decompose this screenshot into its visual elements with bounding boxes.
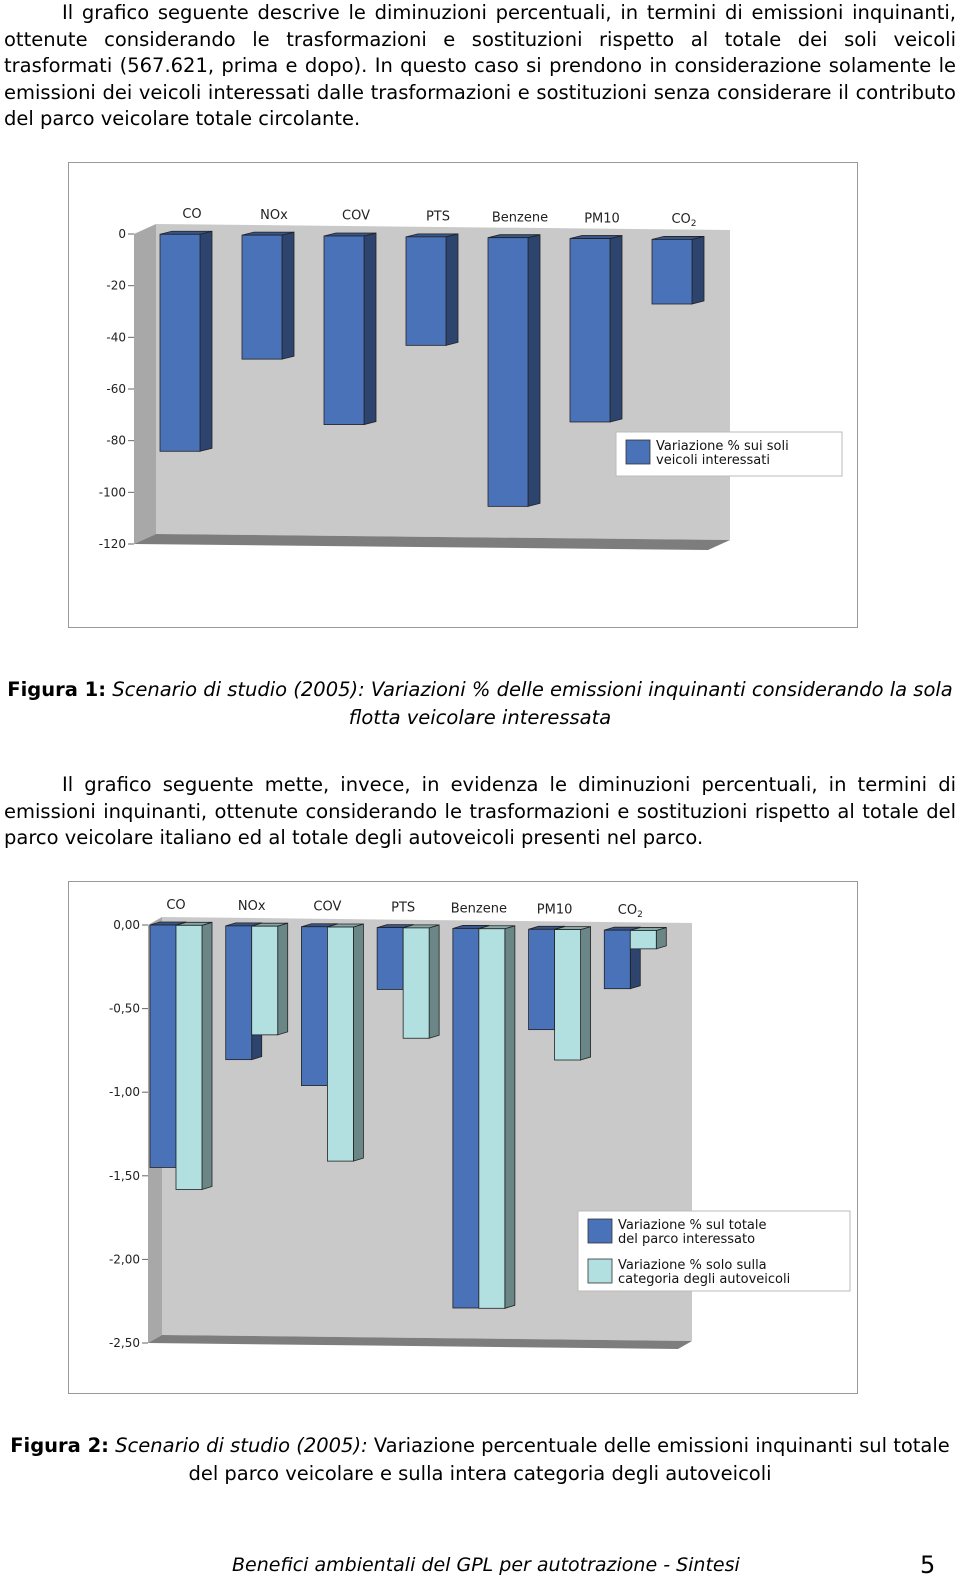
figure-2-caption: [0, 1432, 960, 1488]
bar-front: [570, 239, 610, 422]
figure-1-caption: [0, 676, 960, 732]
category-label-nox: NOx: [260, 207, 288, 223]
category-label-nox: NOx: [237, 898, 266, 914]
y-tick-label: 0,00: [113, 918, 140, 932]
bar-side: [200, 231, 212, 451]
bar-front: [652, 239, 692, 304]
bar-benzene-series-1: [488, 235, 540, 507]
bar-side: [429, 925, 439, 1038]
bar-front: [453, 928, 479, 1308]
category-label-cov: COV: [342, 208, 370, 224]
category-label-cov: COV: [313, 899, 342, 915]
y-tick-label: -2,00: [108, 1252, 140, 1267]
chart-legend: [616, 432, 842, 476]
legend-swatch-2: [588, 1259, 612, 1283]
chart-side-wall: [134, 224, 156, 544]
bar-side: [656, 927, 666, 948]
legend-swatch-1: [626, 440, 650, 464]
figure-1-text: Scenario di studio (2005): Variazioni % delle emissioni inquinanti considerando la sola flotta veicolare interessata: [112, 678, 953, 729]
category-label-co: CO: [166, 898, 186, 913]
bar-front: [150, 925, 176, 1167]
footer-title: Benefici ambientali del GPL per autotrazione - Sintesi: [232, 1554, 740, 1576]
y-tick-label: -60: [106, 382, 126, 396]
y-tick-label: -120: [98, 537, 126, 551]
bar-front: [479, 929, 505, 1309]
bar-front: [301, 927, 327, 1086]
bar-side: [581, 927, 591, 1060]
bar-side: [282, 232, 294, 359]
category-label-co2: $CO_2$: [617, 903, 643, 921]
category-label-co: CO: [182, 207, 202, 222]
bar-pts-series-2: [403, 925, 439, 1038]
figure-2-italic: Scenario di studio (2005):: [115, 1434, 368, 1457]
category-label-benzene: Benzene: [450, 901, 507, 917]
category-label-pts: PTS: [391, 900, 416, 916]
bar-front: [488, 238, 528, 507]
bar-cov-series-2: [327, 924, 363, 1161]
chart-1: [68, 162, 858, 628]
bar-side: [278, 923, 288, 1035]
bar-front: [226, 926, 252, 1060]
bar-front: [630, 930, 656, 948]
y-tick-label: -0,50: [108, 1001, 140, 1016]
bar-front: [176, 925, 202, 1189]
bar-co2-series-2: [630, 927, 666, 948]
bar-side: [446, 234, 458, 346]
bar-side: [692, 236, 704, 304]
page-number: 5: [920, 1551, 936, 1579]
bar-co-series-1: [160, 231, 212, 451]
paragraph-intro-1: Il grafico seguente descrive le diminuzioni percentuali, in termini di emissioni inquinanti, ottenute considerando le trasformazioni e sostituzioni rispetto al totale dei soli veicoli trasformati (567.621, prima e dopo). In questo caso si prendono in considerazione solamente le emissioni dei veicoli interessati dalle trasformazioni e sostituzioni senza considerare il contributo del parco veicolare totale circolante.: [4, 1, 956, 130]
bar-front: [324, 236, 364, 425]
chart-2: [68, 881, 858, 1394]
legend-swatch-1: [588, 1219, 612, 1243]
category-label-pts: PTS: [425, 209, 451, 225]
y-tick-label: -1,50: [108, 1168, 140, 1183]
y-tick-label: -100: [98, 485, 126, 500]
bar-front: [160, 234, 200, 451]
bar-pts-series-1: [406, 234, 458, 346]
bar-side: [528, 235, 540, 507]
bar-front: [555, 930, 581, 1060]
figure-2-text: Variazione percentuale delle emissioni inquinanti sul totale del parco veicolare e sulla intera categoria degli autoveicoli: [188, 1434, 950, 1485]
y-tick-label: -40: [106, 330, 126, 345]
bar-nox-series-2: [252, 923, 288, 1035]
y-tick-label: -2,50: [108, 1336, 140, 1350]
bar-pm10-series-1: [570, 236, 622, 422]
figure-2-label: Figura 2:: [10, 1434, 109, 1457]
bar-front: [377, 928, 403, 990]
bar-front: [604, 930, 630, 989]
y-tick-label: -80: [106, 433, 126, 448]
bar-co2-series-1: [652, 236, 704, 304]
bar-side: [364, 233, 376, 425]
bar-nox-series-1: [242, 232, 294, 359]
category-label-benzene: Benzene: [491, 210, 549, 226]
legend-label-1: Variazione % sui soli veicoli interessati: [656, 439, 789, 468]
paragraph-intro-2: Il grafico seguente mette, invece, in evidenza le diminuzioni percentuali, in termini di emissioni inquinanti, ottenute considerando le trasformazioni e sostituzioni rispetto al totale del parco veicolare italiano ed al totale degli autoveicoli presenti nel parco.: [4, 773, 956, 849]
y-tick-label: -20: [106, 278, 126, 293]
legend-label-1: Variazione % sul totale del parco interessato: [618, 1218, 767, 1247]
bar-benzene-series-2: [479, 926, 515, 1309]
bar-side: [202, 922, 212, 1189]
chart-legend: [578, 1211, 850, 1291]
bar-front: [242, 235, 282, 359]
bar-front: [406, 237, 446, 346]
bar-front: [403, 928, 429, 1038]
bar-co-series-2: [176, 922, 212, 1189]
figure-1-label: Figura 1:: [7, 678, 107, 701]
bar-side: [610, 236, 622, 422]
category-label-pm10: PM10: [584, 211, 620, 227]
category-label-pm10: PM10: [536, 902, 573, 918]
bar-side: [353, 924, 363, 1161]
legend-label-2: Variazione % solo sulla categoria degli autoveicoli: [618, 1258, 791, 1287]
category-label-co2: $CO_2$: [671, 212, 697, 230]
bar-pm10-series-2: [555, 927, 591, 1060]
y-tick-label: -1,00: [108, 1085, 140, 1100]
bar-front: [252, 926, 278, 1035]
bar-side: [505, 926, 515, 1309]
y-tick-label: 0: [118, 227, 126, 241]
bar-front: [327, 927, 353, 1161]
bar-cov-series-1: [324, 233, 376, 425]
bar-front: [529, 929, 555, 1029]
